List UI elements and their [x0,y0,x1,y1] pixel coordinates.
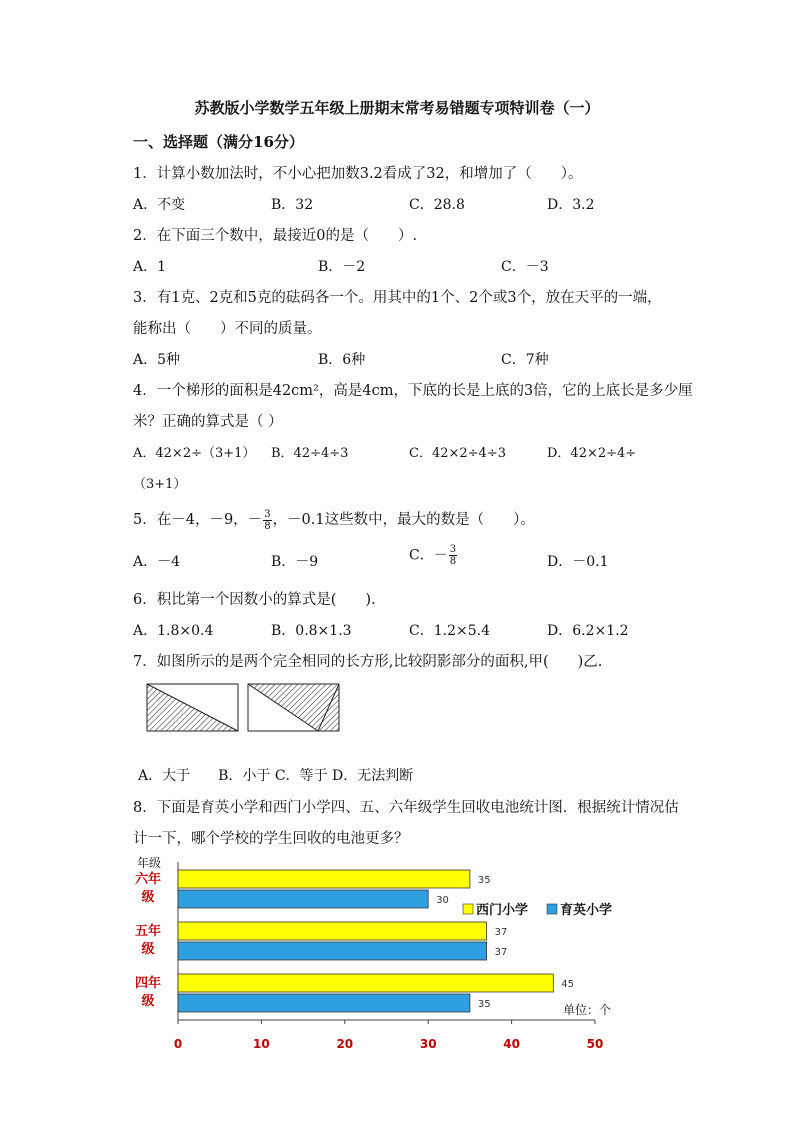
fraction: $\frac{3}{8}$ [449,544,457,567]
rectangle-jia [147,684,238,731]
x-tick-label: 30 [419,1037,437,1051]
question-3-line-1: 3．有1克、2克和5克的砝码各一个。用其中的1个、2个或3个，放在天平的一端， [133,290,662,306]
q1-option-d: D．3.2 [547,197,595,213]
bar [178,974,553,992]
bar-value-label: 37 [494,947,508,958]
q5-option-d: D．－0.1 [547,554,609,570]
chart-bars [135,870,574,1012]
q1-option-b: B．32 [271,197,314,213]
x-tick-label: 10 [253,1037,270,1051]
q7-options: A．大于 B．小于 C．等于 D．无法判断 [138,768,414,784]
q2-option-a: A．1 [133,259,167,275]
q6-option-b: B．0.8×1.3 [271,623,352,639]
q1-option-a: A．不变 [133,197,186,213]
fraction: $\frac{3}{8}$ [264,508,271,532]
q4-option-a: A．42×2÷（3+1） [133,446,256,461]
x-tick-label: 0 [173,1037,183,1051]
bar [178,870,470,888]
question-4-line-2: 米？正确的算式是（ ） [133,414,283,430]
q1-option-c: C．28.8 [409,197,465,213]
category-label: 四年 [134,976,162,991]
question-5 [133,508,535,532]
section-heading: 一、选择题（满分16分） [133,133,304,151]
q4-option-c: C．42×2÷4÷3 [409,446,506,461]
q6-option-a: A．1.8×0.4 [133,623,214,639]
bar-value-label: 45 [561,979,575,990]
category-label: 级 [141,994,155,1009]
q5-prefix: 5．在－4，－9，－ [133,512,263,528]
legend-label: 育英小学 [560,903,613,918]
q5-option-a: A．－4 [133,554,181,570]
q6-option-d: D．6.2×1.2 [547,623,629,639]
category-label: 级 [141,942,155,957]
category-label: 六年 [134,872,162,887]
question-8-line-1: 8．下面是育英小学和西门小学四、五、六年级学生回收电池统计图．根据统计情况估 [133,800,679,816]
bar [178,994,470,1012]
bar-value-label: 35 [477,999,491,1010]
bar-value-label: 30 [436,895,449,906]
battery-bar-chart [120,850,640,1060]
question-3-line-2: 能称出（ ）不同的质量。 [133,321,322,337]
q4-option-b: B．42÷4÷3 [271,446,349,461]
q3-option-b: B．6种 [318,352,366,368]
legend-swatch [463,904,473,914]
rectangles-figure [146,683,342,733]
bar [178,942,487,960]
bar [178,890,428,908]
x-tick-label: 50 [586,1037,604,1051]
q6-option-c: C．1.2×5.4 [409,623,490,639]
page-title: 苏教版小学数学五年级上册期末常考易错题专项特训卷（一） [194,99,600,117]
question-7: 7．如图所示的是两个完全相同的长方形,比较阴影部分的面积,甲( )乙. [133,654,603,670]
rectangle-yi [248,684,339,731]
legend-swatch [547,904,557,914]
q5-option-c: C．－ $\frac{3}{8}$ [409,544,457,567]
x-tick-label: 40 [503,1037,520,1051]
bar-value-label: 35 [477,875,491,886]
q2-option-c: C．－3 [501,259,549,275]
q5-option-b: B．－9 [271,554,319,570]
q5-suffix: ，－0.1这些数中，最大的数是（ ）。 [272,512,535,528]
question-1: 1．计算小数加法时，不小心把加数3.2看成了32，和增加了（ ）。 [133,166,583,182]
unit-label: 单位：个 [563,1003,612,1017]
bar-value-label: 37 [494,927,508,938]
chart-legend [463,902,612,918]
q3-option-c: C．7种 [501,352,549,368]
question-8-line-2: 计一下，哪个学校的学生回收的电池更多？ [133,831,409,847]
x-tick-label: 20 [336,1037,354,1051]
y-axis-title: 年级 [137,856,162,870]
question-2: 2．在下面三个数中，最接近0的是（ ）. [133,228,418,244]
question-6: 6．积比第一个因数小的算式是( ). [133,592,376,608]
q3-option-a: A．5种 [133,352,181,368]
q2-option-b: B．－2 [318,259,366,275]
legend-label: 西门小学 [476,903,529,918]
question-4-line-1: 4．一个梯形的面积是42cm²，高是4cm，下底的长是上底的3倍，它的上底长是多少厘 [133,383,693,399]
q4-option-d: D．42×2÷4÷ [547,446,637,461]
category-label: 五年 [134,924,162,939]
category-label: 级 [141,890,155,905]
q4-option-d-wrap: （3+1） [133,477,187,492]
bar [178,922,487,940]
